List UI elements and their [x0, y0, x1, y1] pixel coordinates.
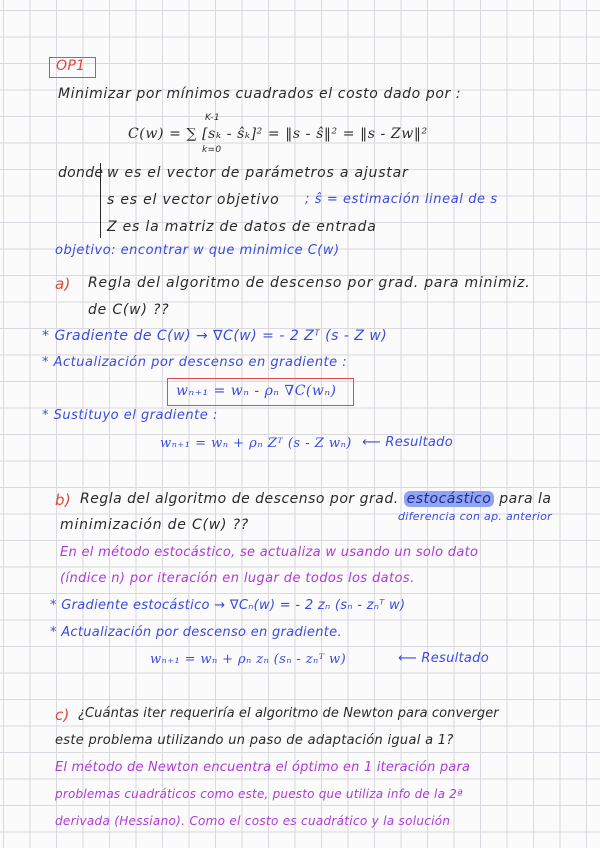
- objective: objetivo: encontrar w que minimice C(w): [55, 243, 340, 258]
- sum-upper-limit: K-1: [205, 113, 220, 123]
- part-b-gradient: * Gradiente estocástico → ∇Cₙ(w) = - 2 zₙ (sₙ - zₙᵀ w): [50, 598, 406, 613]
- definition-s-hat: ; ŝ = estimación lineal de s: [305, 192, 498, 207]
- part-a-gradient: * Gradiente de C(w) → ∇C(w) = - 2 Zᵀ (s - Z w): [42, 328, 388, 344]
- part-b-label: b): [55, 491, 71, 509]
- part-c-answer-line2: problemas cuadráticos como este, puesto que utiliza info de la 2ª: [55, 787, 463, 801]
- part-b-update-title: * Actualización por descenso en gradiente.: [50, 625, 342, 640]
- part-b-result-label: ⟵ Resultado: [398, 651, 489, 666]
- part-a-substitute: * Sustituyo el gradiente :: [42, 408, 218, 423]
- part-b-question-line1: [80, 491, 551, 507]
- part-c-question-line1: ¿Cuántas iter requeriría el algoritmo de Newton para converger: [78, 706, 499, 721]
- part-a-result-formula: wₙ₊₁ = wₙ + ρₙ Zᵀ (s - Z wₙ): [160, 436, 352, 451]
- definition-z: Z es la matriz de datos de entrada: [107, 219, 377, 235]
- part-a-question-line2: de C(w) ??: [88, 302, 170, 318]
- part-b-question-line2: minimización de C(w) ??: [60, 517, 250, 533]
- problem-statement: Minimizar por mínimos cuadrados el costo dado por :: [58, 86, 462, 102]
- definition-w: w es el vector de parámetros a ajustar: [107, 165, 409, 181]
- part-b-result-formula: wₙ₊₁ = wₙ + ρₙ zₙ (sₙ - zₙᵀ w): [150, 652, 347, 667]
- definitions-bracket: [100, 163, 101, 238]
- part-b-question-pre: Regla del algoritmo de descenso por grad.: [80, 491, 399, 507]
- header-tag: OP1: [56, 58, 86, 74]
- part-a-question-line1: Regla del algoritmo de descenso por grad. para minimiz.: [88, 275, 531, 291]
- part-b-question-post: para la: [499, 491, 552, 507]
- donde-label: donde: [58, 165, 104, 181]
- stochastic-highlight: estocástico: [404, 491, 495, 507]
- part-b-note: diferencia con ap. anterior: [398, 510, 552, 523]
- definition-s: s es el vector objetivo: [107, 192, 280, 208]
- part-b-explanation-line2: (índice n) por iteración en lugar de todos los datos.: [60, 571, 415, 586]
- part-c-label: c): [55, 706, 70, 724]
- part-c-answer-line1: El método de Newton encuentra el óptimo en 1 iteración para: [55, 760, 471, 775]
- part-a-update-formula: wₙ₊₁ = wₙ - ρₙ ∇C(wₙ): [176, 383, 337, 399]
- cost-formula: C(w) = ∑ [sₖ - ŝₖ]² = ‖s - ŝ‖² = ‖s - Zw‖²: [128, 126, 428, 142]
- part-a-label: a): [55, 275, 71, 293]
- part-a-result-label: ⟵ Resultado: [362, 435, 453, 450]
- part-c-answer-line3: derivada (Hessiano). Como el costo es cuadrático y la solución: [55, 814, 451, 828]
- sum-lower-limit: k=0: [202, 145, 222, 155]
- part-c-question-line2: este problema utilizando un paso de adaptación igual a 1?: [55, 733, 454, 748]
- part-a-update-title: * Actualización por descenso en gradiente :: [42, 355, 348, 370]
- part-b-explanation-line1: En el método estocástico, se actualiza w usando un solo dato: [60, 545, 479, 560]
